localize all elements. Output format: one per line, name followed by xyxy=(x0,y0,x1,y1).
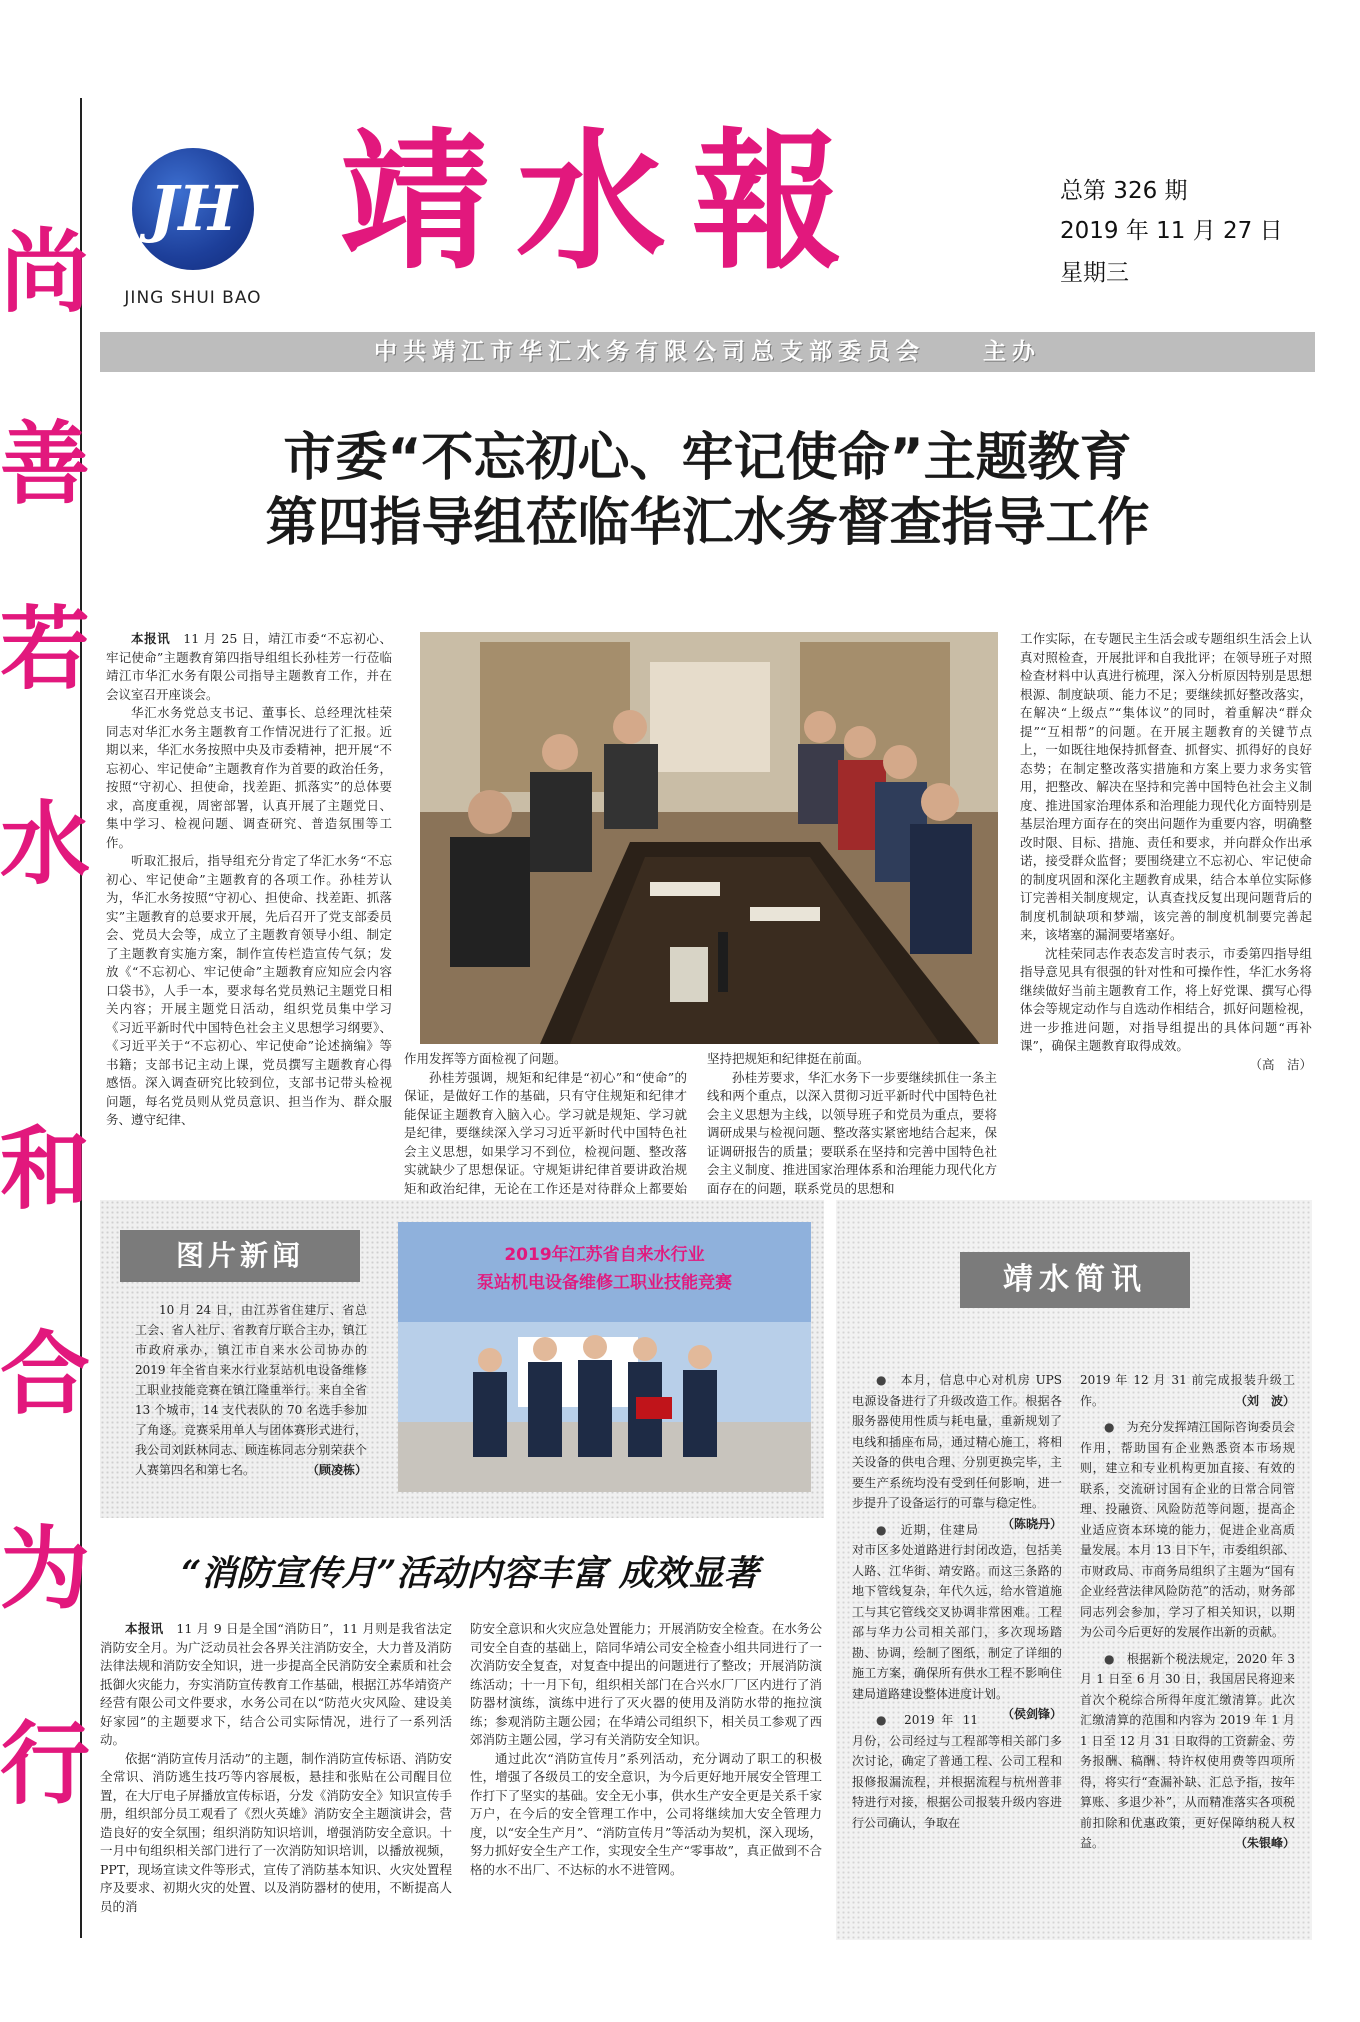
side-banner-char: 尚 xyxy=(0,220,90,325)
brief-item xyxy=(1080,1417,1295,1643)
sponsor-text: 中共靖江市华汇水务有限公司总支部委员会 主办 xyxy=(374,339,1041,365)
brief-author: （侯剑锋） xyxy=(1001,1707,1062,1721)
fire-article-col-1 xyxy=(100,1620,452,1938)
brief-author: （朱银峰） xyxy=(1234,1836,1295,1850)
lead-article-col-1 xyxy=(106,630,392,1190)
photo-news-text xyxy=(135,1300,367,1480)
brief-text: 2019 年 12 月 31 前完成报装升级工作。 xyxy=(1080,1373,1295,1408)
issue-number: 总第 326 期 xyxy=(1060,178,1188,204)
brief-news-col-1 xyxy=(852,1370,1062,1930)
brief-text: 为充分发挥靖江国际咨询委员会作用，帮助国有企业熟悉资本市场规则，建立和专业机构更加直接、有效的联系，交流研讨国有企业的日常合同管理、投融资、风险防范等问题，提高企业适应资本环境的能力，促进企业高质量发展。本月 13 日下午，市委组织部、市财政局、市商务局组织了主题为“国有企业经营法律风险防范”的活动，财务部同志列会参加，学习了相关知识，以期为公司今后更好的发展作出新的贡献。 xyxy=(1080,1420,1295,1639)
bullet-icon: ● xyxy=(876,1522,901,1537)
paragraph: 工作实际，在专题民主生活会或专题组织生活会上认真对照检查，开展批评和自我批评；在领导班子对照检查材料中认真进行梳理，深入分析原因特别是思想根源、制度缺项、能力不足；要继续抓好整改落实，在解决“上级点”“集体议”的同时，着重解决“群众提”“互相帮”的问题。在开展主题教育的关键节点上，一如既往地保持抓督查、抓督实、抓得好的良好态势；在制定整改落实措施和方案上要力求务实管用，把整改、解决在坚持和完善中国特色社会主义制度、推进国家治理体系和治理能力现代化方面特别是基层治理方面存在的突出问题作为重要内容，明确整改时限、目标、措施、责任和要求，并向群众作出承诺，接受群众监督；要围绕建立不忘初心、牢记使命的制度巩固和深化主题教育成果，结合本单位实际修订完善相关制度规定，认真查找反复出现问题背后的制度机制缺项和梦端，该完善的制度机制要完善起来，该堵塞的漏洞要堵塞好。 xyxy=(1020,631,1312,942)
paragraph: 孙桂芳强调，规矩和纪律是“初心”和“使命”的保证，是做好工作的基础，只有守住规矩和纪律才能保证主题教育入脑入心。学习就是规矩、学习就是纪律，要继续深入学习习近平新时代中国特色社会主义思想，如果学习不到位，检视问题、整改落实就缺少了思想保证。守规矩讲纪律首要讲政治规矩和政治纪律，无论在工作还是对待群众上都要始 xyxy=(404,1069,687,1196)
brief-news-title: 靖水简讯 xyxy=(1003,1262,1147,1297)
issue-date: 2019 年 11 月 27 日 xyxy=(1060,218,1283,244)
bullet-icon: ● xyxy=(1104,1651,1127,1666)
side-banner-char: 和 xyxy=(0,1117,90,1222)
brief-text: 近期，住建局对市区多处道路进行封闭改造，包括美人路、江华街、靖安路。而这三条路的地下管线复杂，年代久远，给水管道施工与其它管线交叉协调非常困难。工程部与华力公司相关部门，多次现场踏勘、协调，绘制了图纸，制定了详细的施工方案，确保所有供水工程不影响住建局道路建设整体进度计划。 xyxy=(852,1522,1062,1701)
side-banner-char: 善 xyxy=(0,412,90,517)
brief-author: （陈晓丹） xyxy=(1001,1516,1062,1531)
bullet-icon: ● xyxy=(876,1373,901,1387)
headline-line-2: 第四指导组莅临华汇水务督查指导工作 xyxy=(265,493,1150,553)
photo-news-title: 图片新闻 xyxy=(175,1239,304,1272)
paragraph: 作用发挥等方面检视了问题。 xyxy=(404,1051,567,1066)
issue-weekday: 星期三 xyxy=(1060,260,1129,286)
paragraph: 华汇水务党总支书记、董事长、总经理沈桂荣同志对华汇水务主题教育工作情况进行了汇报。近期以来，华汇水务按照中央及市委精神，把开展“不忘初心、牢记使命”主题教育作为首要的政治任务，按照“守初心、担使命，找差距、抓落实”的总体要求，高度重视，周密部署，认真开展了主题党日、集中学习、检视问题、调查研究、普造氛围等工作。 xyxy=(106,705,392,850)
paragraph: 通过此次“消防宣传月”系列活动，充分调动了职工的积极性，增强了各级员工的安全意识，为今后更好地开展安全管理工作打下了坚实的基础。安全无小事，供水生产安全更是关系千家万户，在今后的安全管理工作中，公司将继续加大安全管理力度，以“安全生产月”、“消防宣传月”等活动为契机，深入现场，努力抓好安全生产工作，实现安全生产“零事故”，真正做到不合格的水不出厂、不达标的水不进管网。 xyxy=(470,1750,822,1877)
brief-text: 本月，信息中心对机房 UPS 电源设备进行了升级改造工作。根据各服务器使用性质与耗电量，重新规划了电线和插座布局，通过精心施工，将相关设备的供电合理、分别更换完毕，主要生产系统均没有受到任何影响，进一步提升了设备运行的可靠与稳定性。 xyxy=(852,1373,1062,1510)
brief-item xyxy=(852,1370,1062,1531)
side-banner-char: 为 xyxy=(0,1517,90,1622)
paragraph: 防安全意识和火灾应急处置能力；开展消防安全检查。在水务公司安全自查的基础上，陪同华靖公司安全检查小组共同进行了一次消防安全复查，对复查中提出的问题进行了整改；开展消防演练活动；十一月下旬，组织相关部门在合兴水厂厂区内进行了消防器材演练，演练中进行了灭火器的使用及消防水带的拖拉演练；参观消防主题公园；在华靖公司组织下，相关员工参观了西郊消防主题公园，学习有关消防安全知识。 xyxy=(470,1621,822,1747)
paragraph: 11 月 25 日，靖江市委“不忘初心、牢记使命”主题教育第四指导组组长孙桂芳一行莅临靖江市华汇水务有限公司指导主题教育工作，并在会议室召开座谈会。 xyxy=(106,631,392,702)
paragraph: 听取汇报后，指导组充分肯定了华汇水务“不忘初心、牢记使命”主题教育的各项工作。孙桂芳认为，华汇水务按照“守初心、担使命、找差距、抓落实”主题教育的总要求开展，先后召开了党支部委员会、党员大会等，成立了主题教育领导小组、制定了主题教育实施方案，制作宣传栏造宣传气氛；发放《“不忘初心、牢记使命”主题教育应知应会内容口袋书》，人手一本，要求每名党员熟记主题党日相关内容；开展主题党日活动，组织党员集中学习《习近平新时代中国特色社会主义思想学习纲要》、《习近平关于“不忘初心、牢记使命”论述摘编》等书籍；支部书记主动上课，党员撰写主题教育心得感悟。深入调查研究比较到位，支部书记带头检视问题，每名党员则从党员意识、担当作为、群众服务、遵守纪律、 xyxy=(106,853,392,1127)
logo-monogram: JH xyxy=(149,172,237,245)
paragraph: 孙桂芳要求，华汇水务下一步要继续抓住一条主线和两个重点，以深入贯彻习近平新时代中国特色社会主义思想为主线，以领导班子和党员为重点，要将调研成果与检视问题、整改落实紧密地结合起来，保证调研报告的质量；要联系在坚持和完善中国特色社会主义制度、推进国家治理体系和治理能力现代化方面存在的问题，联系党员的思想和 xyxy=(707,1069,997,1196)
fire-article-headline: “消防宣传月”活动内容丰富 成效显著 xyxy=(181,1553,759,1594)
paragraph: 10 月 24 日，由江苏省住建厅、省总工会、省人社厅、省教育厅联合主办，镇江市政府承办，镇江市自来水公司协办的 2019 年全省自来水行业泵站机电设备维修工职业技能竞赛在镇江隆重举行。来自全省 13 个城市，14 支代表队的 70 名选手参加了角逐。竞赛采用单人与团体赛形式进行，我公司刘跃林同志、顾连栋同志分别荣获个人赛第四名和第七名。 xyxy=(135,1303,367,1477)
contest-photo xyxy=(398,1222,811,1492)
paragraph: 沈桂荣同志作表态发言时表示，市委第四指导组指导意见具有很强的针对性和可操作性，华汇水务将继续做好当前主题教育工作，将上好党课、撰写心得体会等规定动作与自选动作相结合，抓好问题检视，进一步推进问题，对指导组提出的具体问题“再补课”，确保主题教育取得成效。 xyxy=(1020,945,1312,1053)
side-banner-frame xyxy=(0,98,90,1938)
side-banner-char: 若 xyxy=(0,597,90,702)
side-banner-char: 合 xyxy=(0,1322,90,1427)
bullet-icon: ● xyxy=(1104,1420,1127,1434)
meeting-photo xyxy=(420,632,998,1044)
brief-author: （刘 波） xyxy=(1234,1393,1295,1408)
brief-text: 2019 年 11 月份，公司经过与工程部等相关部门多次讨论，确定了普通工程、公司工程和报修报漏流程，并根据流程与杭州普菲特进行对接，根据公司报装升级内容进行公司确认，争取在 xyxy=(852,1713,1062,1830)
fire-article-col-2 xyxy=(470,1620,822,1938)
article-author: （高 洁） xyxy=(1249,1056,1312,1072)
contest-banner-line-2: 泵站机电设备维修工职业技能竞赛 xyxy=(477,1273,732,1293)
byline: 本报讯 xyxy=(131,631,171,646)
side-banner-char: 行 xyxy=(0,1712,90,1817)
byline: 本报讯 xyxy=(125,1621,164,1636)
brief-item xyxy=(1080,1370,1295,1411)
lead-article-col-2 xyxy=(404,1050,687,1196)
article-author: （顾凌栋） xyxy=(306,1463,367,1477)
brief-item xyxy=(852,1710,1062,1833)
brief-text: 根据新个税法规定，2020 年 3 月 1 日至 6 月 30 日，我国居民将迎来首次个税综合所得年度汇缴清算。此次汇缴清算的范围和内容为 2019 年 1 月 1 日至 12 月 31 日取得的工资薪金、劳务报酬、稿酬、特许权使用费等四项所得，将实行“查漏补缺、汇总予指，按年算账、多退少补”，从而精准落实各项税前扣除和优惠政策，更好保障纳税人权益。 xyxy=(1080,1651,1295,1850)
paper-name: 靖水報 xyxy=(340,114,869,290)
bullet-icon: ● xyxy=(876,1713,905,1727)
brief-item xyxy=(852,1520,1062,1721)
headline-line-1: 市委“不忘初心、牢记使命”主题教育 xyxy=(283,428,1132,488)
contest-banner-line-1: 2019年江苏省自来水行业 xyxy=(504,1245,705,1265)
paragraph: 11 月 9 日是全国“消防日”，11 月则是我省法定消防安全月。为广泛动员社会各界关注消防安全，大力普及消防法律法规和消防安全知识，进一步提高全民消防安全素质和社会抵御火灾能力，夯实消防宣传教育工作基础，根据江苏华靖资产经营有限公司文件要求，水务公司在以“防范火灾风险、建设美好家园”的主题要求下，结合公司实际情况，进行了一系列活动。 xyxy=(100,1621,452,1747)
paragraph: 坚持把规矩和纪律挺在前面。 xyxy=(707,1051,870,1066)
lead-article-col-4 xyxy=(1020,630,1312,1190)
meeting-photo-illustration xyxy=(420,632,998,1044)
side-banner-char: 水 xyxy=(0,792,90,897)
lead-article-col-3 xyxy=(707,1050,997,1196)
brief-news-col-2 xyxy=(1080,1370,1295,1930)
brief-item xyxy=(1080,1649,1295,1854)
paragraph: 依据“消防宣传月活动”的主题，制作消防宣传标语、消防安全常识、消防逃生技巧等内容展板，悬挂和张贴在公司醒目位置，在大厅电子屏播放宣传标语，分发《消防安全》知识宣传手册，组织部分员工观看了《烈火英雄》消防安全主题演讲会，营造良好的安全氛围；组织消防知识培训，增强消防安全意识。十一月中旬组织相关部门进行了一次消防知识培训，以播放视频，PPT，现场宣读文件等形式，宣传了消防基本知识、火灾处置程序及要求、初期火灾的处置、以及消防器材的使用，不断提高人员的消 xyxy=(100,1750,452,1914)
logo-text: JING SHUI BAO xyxy=(124,288,262,308)
